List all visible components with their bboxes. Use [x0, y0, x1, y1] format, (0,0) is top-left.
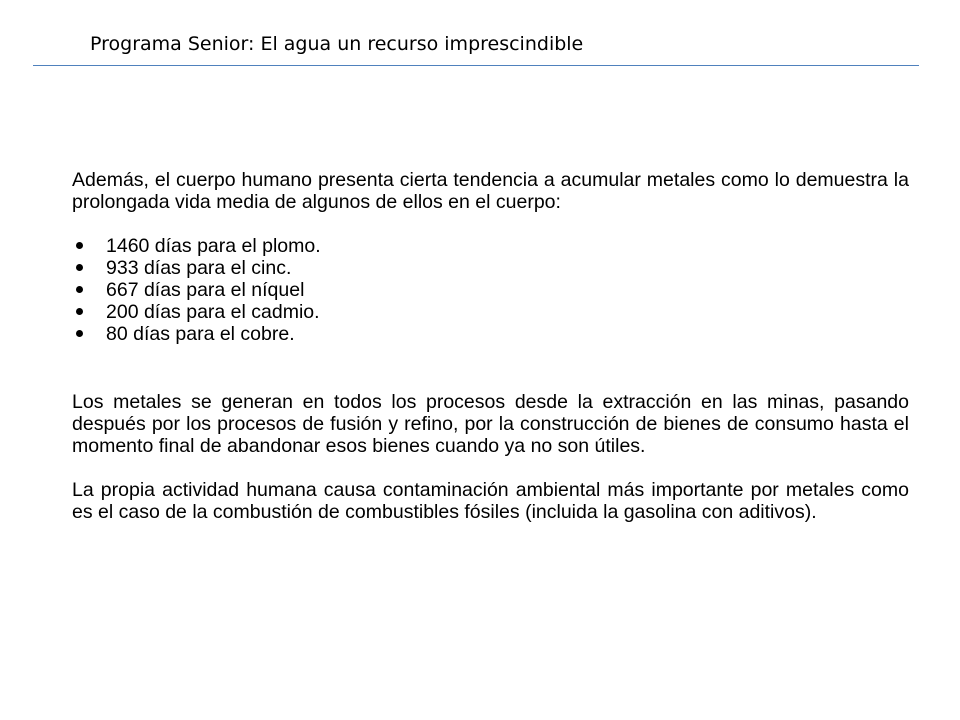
slide-body [72, 169, 909, 523]
half-life-list [72, 235, 909, 345]
list-item-text: 200 días para el cadmio. [106, 301, 320, 323]
list-item-text: 80 días para el cobre. [106, 323, 295, 345]
bullet-dot-icon [76, 308, 83, 315]
list-item-text: 933 días para el cinc. [106, 257, 292, 279]
list-item [72, 301, 909, 323]
header-divider [33, 65, 919, 66]
human-activity-paragraph: La propia actividad humana causa contaminación ambiental más importante por metales como es el caso de la combustión de combustibles fósiles (incluida la gasolina con aditivos). [72, 479, 909, 523]
list-item-text: 667 días para el níquel [106, 279, 305, 301]
bullet-dot-icon [76, 286, 83, 293]
intro-paragraph: Además, el cuerpo humano presenta cierta tendencia a acumular metales como lo demuestra la prolongada vida media de algunos de ellos en el cuerpo: [72, 169, 909, 213]
list-item [72, 257, 909, 279]
list-item [72, 279, 909, 301]
bullet-dot-icon [76, 264, 83, 271]
list-item [72, 235, 909, 257]
slide-header-title: Programa Senior: El agua un recurso imprescindible [90, 33, 584, 55]
metals-sources-paragraph: Los metales se generan en todos los procesos desde la extracción en las minas, pasando después por los procesos de fusión y refino, por la construcción de bienes de consumo hasta el momento final de abandonar esos bienes cuando ya no son útiles. [72, 391, 909, 457]
list-item [72, 323, 909, 345]
bullet-dot-icon [76, 242, 83, 249]
bullet-dot-icon [76, 330, 83, 337]
list-item-text: 1460 días para el plomo. [106, 235, 321, 257]
